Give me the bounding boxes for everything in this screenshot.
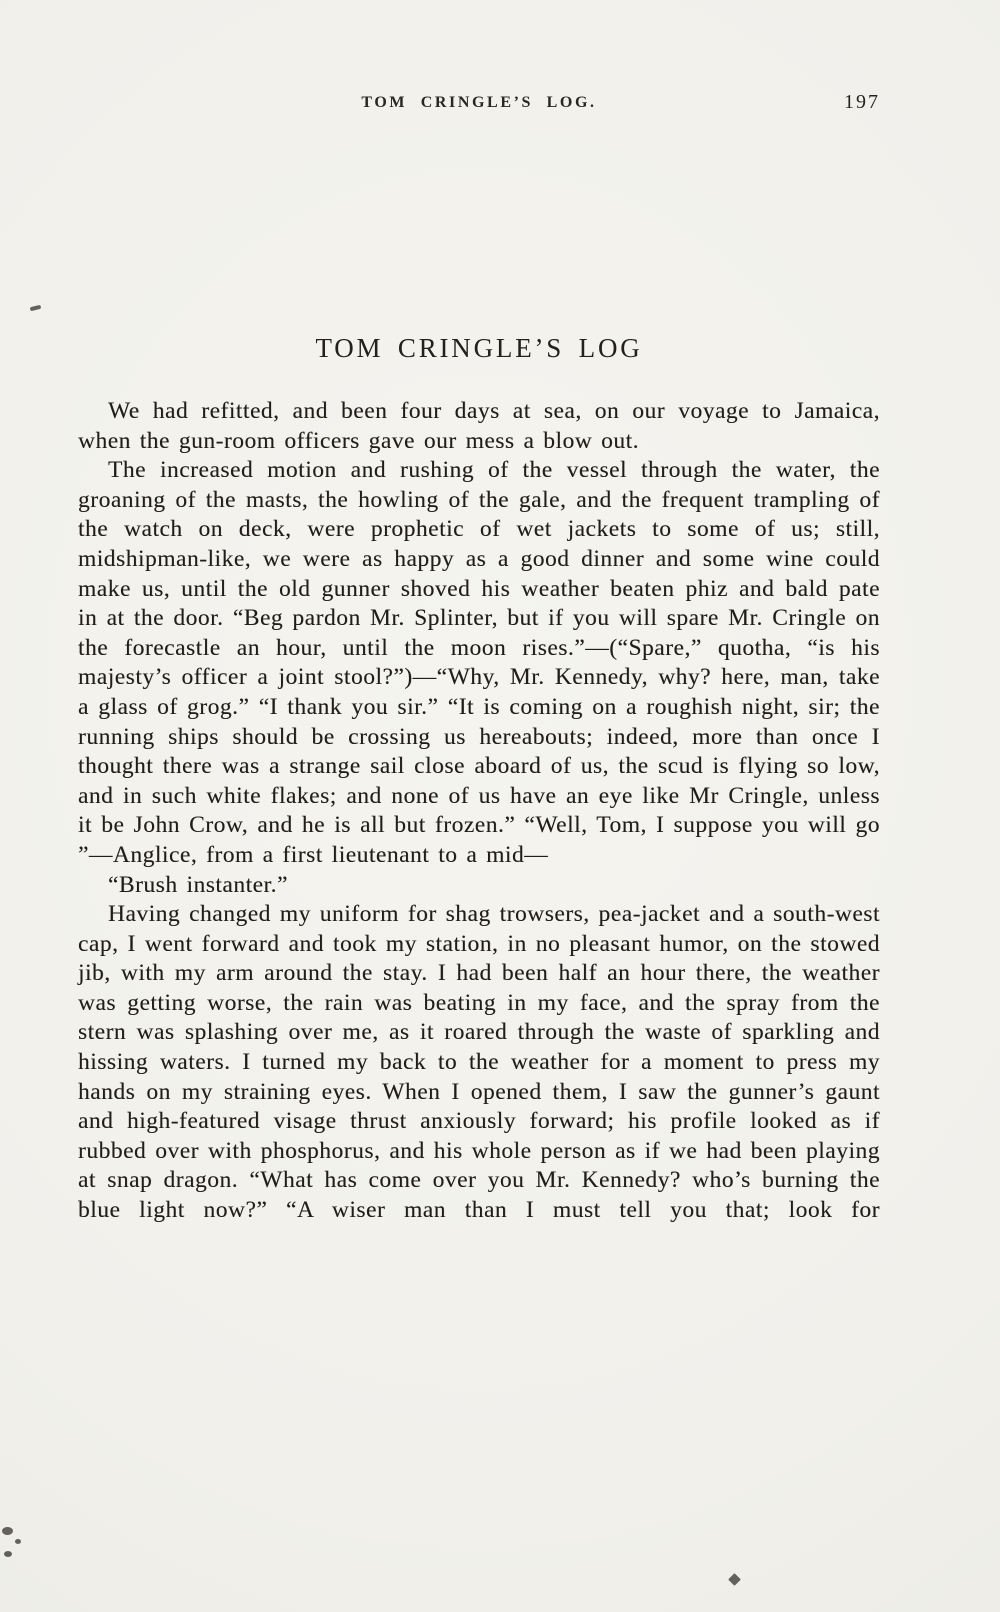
paragraph-3: “Brush instanter.” <box>108 871 288 898</box>
body-text <box>78 397 880 1226</box>
paragraph-2: The increased motion and rushing of the vessel through the water, the groaning of the masts, the howling of the gale, and the frequent trampling of the watch on deck, were prophetic of wet jackets to some of us; still, midshipman-like, we were as happy as a good dinner and some wine could make us, until the old gunner shoved his weather beaten phiz and bald pate in at the door. “Beg pardon Mr. Splinter, but if you will spare Mr. Cringle on the forecastle an hour, until the moon rises.”—(“Spare,” quotha, “is his majesty’s officer a joint stool?”)—“Why, Mr. Kennedy, why? here, man, take a glass of grog.” “I thank you sir.” “It is coming on a roughish night, sir; the running ships should be crossing us hereabouts; indeed, more than once I thought there was a strange sail close aboard of us, the scud is flying so low, and in such white flakes; and none of us have an eye like Mr Cringle, unless it be John Crow, and he is all but frozen.” “Well, Tom, I suppose you will go ”—Anglice, from a first lieutenant to a mid— <box>78 457 880 868</box>
page-number: 197 <box>844 91 880 113</box>
ink-smudge <box>2 1527 13 1535</box>
scan-artifact <box>728 1573 741 1586</box>
page-header <box>78 91 880 116</box>
page-title: TOM CRINGLE’S LOG <box>315 333 643 363</box>
paragraph-4: Having changed my uniform for shag trowsers, pea-jacket and a south-west cap, I went forward and took my station, in no pleasant humor, on the stowed jib, with my arm around the stay. I had been half an hour there, the weather was getting worse, the rain was beating in my face, and the spray from the stern was splashing over me, as it roared through the waste of sparkling and hissing waters. I turned my back to the weather for a moment to press my hands on my straining eyes. When I opened them, I saw the gunner’s gaunt and high-featured visage thrust anxiously forward; his profile looked as if rubbed over with phosphorus, and his whole person as if we had been playing at snap dragon. “What has come over you Mr. Kennedy? who’s burning the blue light now?” “A wiser man than I must tell you that; look for <box>78 901 880 1224</box>
scan-artifact <box>30 305 42 312</box>
running-header: TOM CRINGLE’S LOG. <box>361 94 597 111</box>
ink-smudge <box>15 1539 21 1544</box>
ink-smudge <box>4 1551 12 1557</box>
paragraph-1: We had refitted, and been four days at sea, on our voyage to Jamaica, when the gun-room officers gave our mess a blow out. <box>78 398 880 454</box>
